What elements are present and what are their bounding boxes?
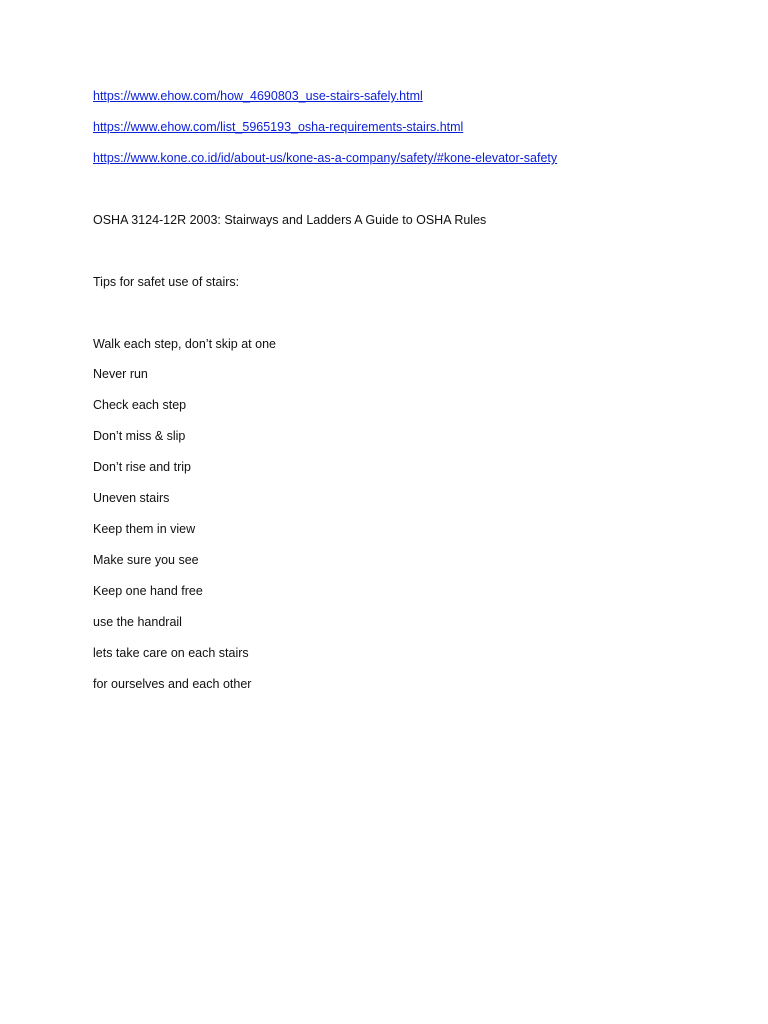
tip-item: Don’t rise and trip bbox=[93, 460, 191, 474]
tip-item: Walk each step, don’t skip at one bbox=[93, 337, 276, 351]
tip-item: Uneven stairs bbox=[93, 491, 170, 505]
link-ehow-osha-requirements-stairs[interactable]: https://www.ehow.com/list_5965193_osha-requirements-stairs.html bbox=[93, 120, 464, 134]
osha-reference: OSHA 3124-12R 2003: Stairways and Ladders A Guide to OSHA Rules bbox=[93, 213, 487, 227]
tip-item: lets take care on each stairs bbox=[93, 646, 249, 660]
tip-item: Keep them in view bbox=[93, 522, 196, 536]
tip-item: Make sure you see bbox=[93, 553, 199, 567]
tips-heading: Tips for safet use of stairs: bbox=[93, 275, 240, 289]
link-ehow-use-stairs-safely[interactable]: https://www.ehow.com/how_4690803_use-stairs-safely.html bbox=[93, 89, 423, 103]
tip-item: for ourselves and each other bbox=[93, 677, 252, 691]
link-kone-elevator-safety[interactable]: https://www.kone.co.id/id/about-us/kone-as-a-company/safety/#kone-elevator-safety bbox=[93, 151, 558, 165]
tip-item: Keep one hand free bbox=[93, 584, 203, 598]
tip-item: use the handrail bbox=[93, 615, 182, 629]
tip-item: Check each step bbox=[93, 398, 187, 412]
tip-item: Never run bbox=[93, 367, 148, 381]
tip-item: Don’t miss & slip bbox=[93, 429, 186, 443]
